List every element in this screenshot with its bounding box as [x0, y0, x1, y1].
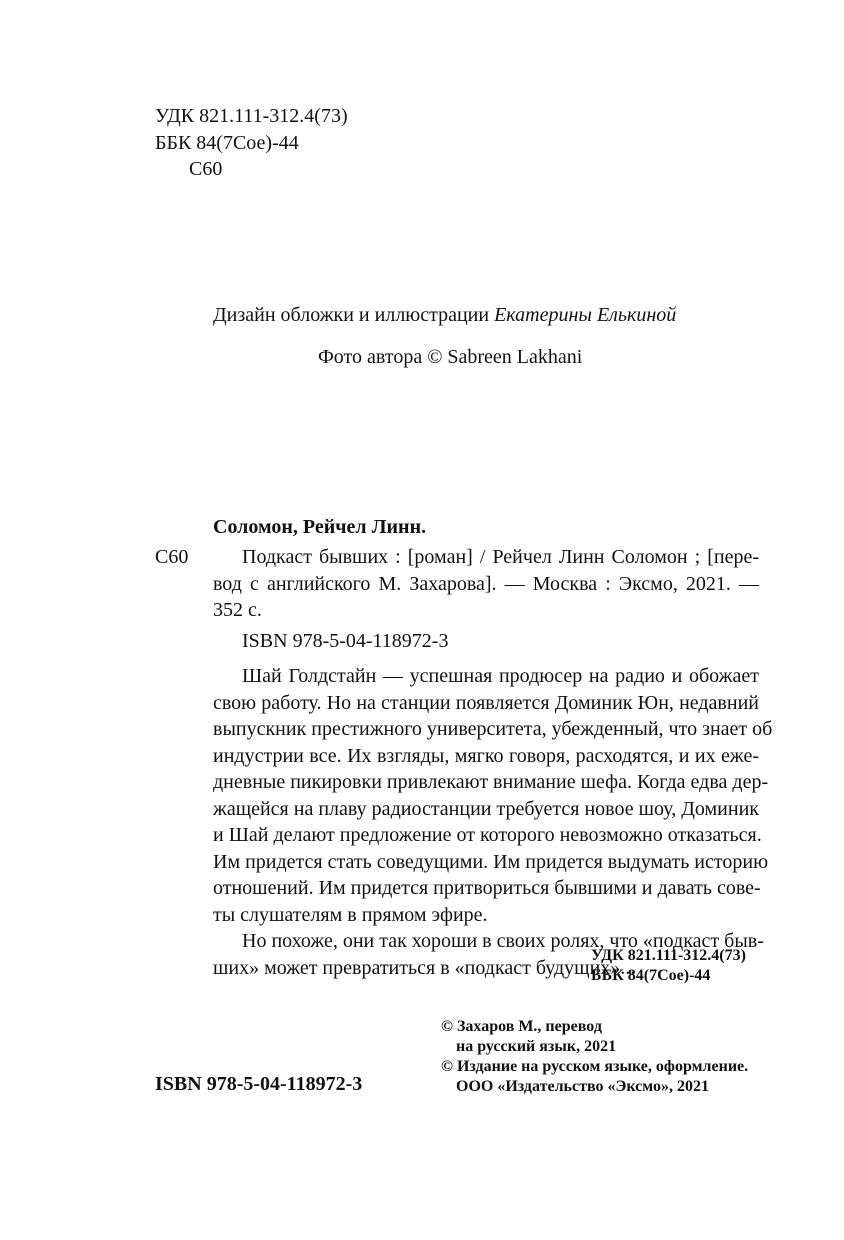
annotation-line: Но похоже, они так хороши в своих ролях, что «подкаст быв-: [242, 930, 764, 952]
annotation-paragraph-1: [213, 690, 773, 929]
bibliographic-line: Подкаст бывших : [роман] / Рейчел Линн Соломон ; [пере-: [242, 546, 759, 568]
annotation-line: свою работу. Но на станции появляется Доминик Юн, недавний: [213, 691, 759, 714]
annotation-line: дневные пикировки привлекают внимание шефа. Когда едва дер-: [213, 771, 769, 793]
copyright-line: © Захаров М., перевод: [441, 1018, 602, 1035]
designer-name: Екатерины Елькиной: [494, 304, 677, 326]
card-isbn: ISBN 978-5-04-118972-3: [242, 630, 449, 652]
card-author-mark: С60: [155, 546, 189, 568]
bbk-code: ББК 84(7Сое)-44: [155, 132, 299, 154]
bibliographic-description: [242, 544, 759, 571]
copyright-block: [441, 1017, 748, 1097]
footer-isbn: ISBN 978-5-04-118972-3: [155, 1073, 363, 1095]
author-mark: С60: [189, 158, 223, 180]
bibliographic-description-cont: [213, 571, 759, 624]
annotation-line: выпускник престижного университета, убежденный, что знает об: [213, 718, 773, 740]
bibliographic-line: 352 с.: [213, 599, 262, 621]
annotation-line: ших» может превратиться в «подкаст будущих»...: [213, 956, 636, 979]
bibliographic-line: вод с английского М. Захарова]. — Москва : Эксмо, 2021. —: [213, 572, 759, 595]
annotation-line: и Шай делают предложение от которого невозможно отказаться.: [213, 824, 762, 846]
cover-design-credit: [213, 303, 676, 327]
annotation-line: Им придется стать соведущими. Им придется выдумать историю: [213, 850, 769, 873]
annotation-line: Шай Голдстайн — успешная продюсер на радио и обожает: [242, 665, 759, 687]
copyright-line: ООО «Издательство «Эксмо», 2021: [456, 1078, 709, 1095]
annotation-first-line: [242, 663, 759, 690]
annotation-line: индустрии все. Их взгляды, мягко говоря, расходятся, и их еже-: [213, 744, 759, 767]
annotation-line: ты слушателям в прямом эфире.: [213, 903, 488, 926]
card-udk-code: УДК 821.111-312.4(73): [591, 947, 746, 964]
photo-credit: Фото автора © Sabreen Lakhani: [318, 346, 583, 368]
annotation-line: отношений. Им придется притвориться бывшими и давать сове-: [213, 877, 761, 899]
copyright-line: © Издание на русском языке, оформление.: [441, 1058, 749, 1075]
card-bbk-code: ББК 84(7Сое)-44: [591, 967, 711, 984]
design-credit-prefix: Дизайн обложки и иллюстрации: [213, 304, 495, 326]
udk-code: УДК 821.111-312.4(73): [155, 105, 348, 127]
author-heading: Соломон, Рейчел Линн.: [213, 516, 427, 538]
annotation-line: жащейся на плаву радиостанции требуется новое шоу, Доминик: [213, 797, 759, 820]
copyright-line: на русский язык, 2021: [456, 1038, 617, 1055]
